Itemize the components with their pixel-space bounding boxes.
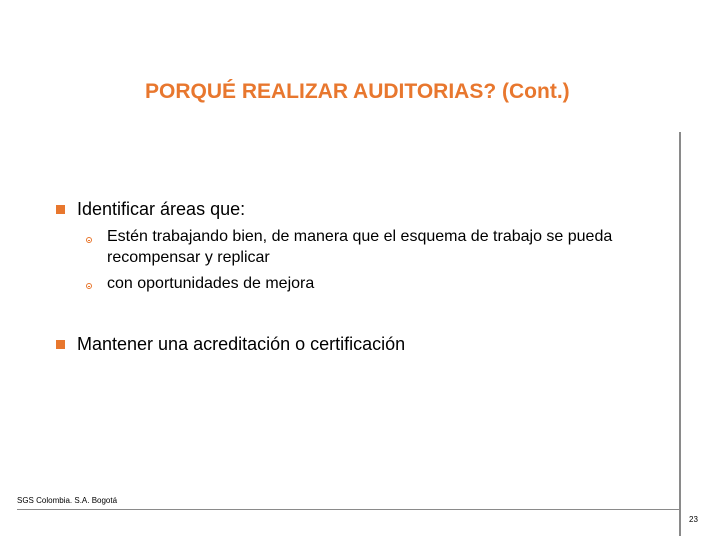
footer-company: SGS Colombia. S.A. Bogotá bbox=[17, 496, 118, 505]
sub-bullet-2: con oportunidades de mejora bbox=[107, 275, 315, 292]
square-bullet-icon bbox=[56, 340, 65, 349]
slide-title: PORQUÉ REALIZAR AUDITORIAS? (Cont.) bbox=[145, 80, 570, 103]
square-bullet-icon bbox=[56, 205, 65, 214]
horizontal-divider bbox=[17, 509, 681, 510]
vertical-divider bbox=[679, 132, 681, 536]
circle-bullet-icon bbox=[86, 283, 92, 289]
sub-bullet-1-line-2: recompensar y replicar bbox=[107, 249, 270, 266]
page-number: 23 bbox=[689, 515, 698, 524]
sub-bullet-1-line-1: Estén trabajando bien, de manera que el esquema de trabajo se pueda bbox=[107, 228, 613, 245]
bullet-mantener: Mantener una acreditación o certificación bbox=[77, 334, 406, 354]
circle-bullet-icon bbox=[86, 237, 92, 243]
bullet-identificar: Identificar áreas que: bbox=[77, 199, 246, 219]
